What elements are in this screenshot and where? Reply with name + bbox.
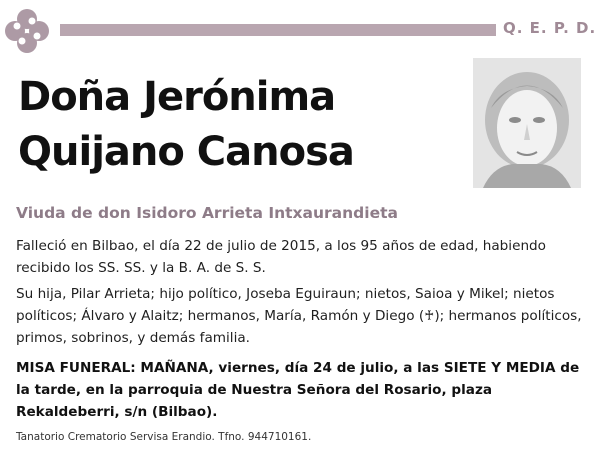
funeral-details: MISA FUNERAL: MAÑANA, viernes, día 24 de julio, a las SIETE Y MEDIA de la tarde, en la parroquia de Nuestra Señora del Rosario, plaza Rekaldeberri, s/n (Bilbao). — [16, 360, 580, 420]
portrait-photo — [473, 58, 581, 188]
lauburu-icon — [4, 8, 50, 54]
widow-of-line: Viuda de don Isidoro Arrieta Intxaurandieta — [16, 204, 398, 222]
qepd-label: Q. E. P. D. — [503, 19, 597, 37]
funeral-home-info: Tanatorio Crematorio Servisa Erandio. Tfno. 944710161. — [16, 431, 312, 443]
family-list: Su hija, Pilar Arrieta; hijo político, Joseba Eguiraun; nietos, Saioa y Mikel; nietos políticos; Álvaro y Alaitz; hermanos, María, Ramón y Diego (♰); hermanos políticos, primos, sobrinos, y demás familia. — [16, 286, 582, 346]
deceased-name — [18, 70, 458, 180]
name-line-1: Doña Jerónima — [18, 74, 336, 120]
name-line-2: Quijano Canosa — [18, 129, 354, 175]
death-notice: Falleció en Bilbao, el día 22 de julio de 2015, a los 95 años de edad, habiendo recibido los SS. SS. y la B. A. de S. S. — [16, 238, 547, 276]
header-bar — [60, 24, 496, 36]
